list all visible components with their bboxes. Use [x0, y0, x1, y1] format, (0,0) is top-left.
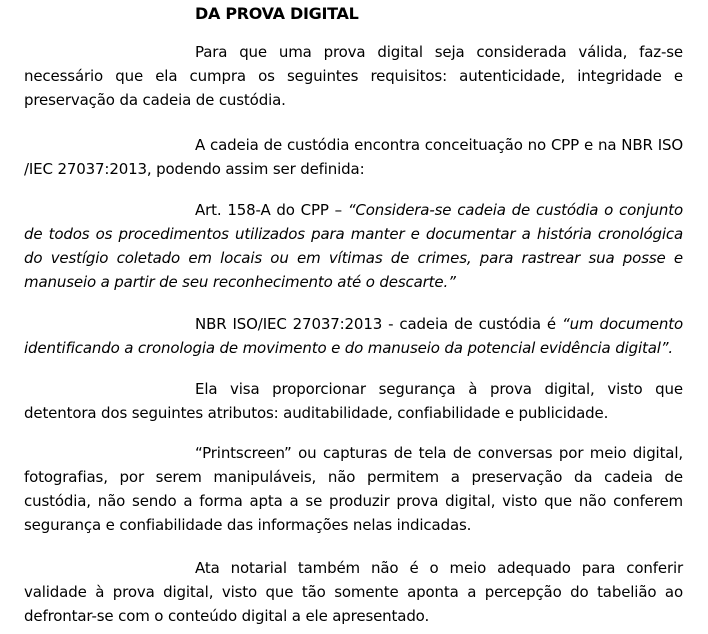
nbr-iso-reference: NBR ISO/IEC 27037:2013 - cadeia de custódia é — [195, 315, 563, 333]
art-158a-reference: Art. 158-A do CPP – — [195, 201, 348, 219]
paragraph-atributos: Ela visa proporcionar segurança à prova digital, visto que detentora dos seguintes atributos: auditabilidade, confiabilidade e publicidade. — [24, 380, 683, 422]
paragraph-cadeia-custodia: A cadeia de custódia encontra conceituação no CPP e na NBR ISO /IEC 27037:2013, podendo assim ser definida: — [24, 136, 683, 178]
paragraph-art-158a — [24, 198, 683, 294]
section-heading: DA PROVA DIGITAL — [195, 4, 359, 23]
paragraph-requisitos: Para que uma prova digital seja considerada válida, faz-se necessário que ela cumpra os seguintes requisitos: autenticidade, integridade e preservação da cadeia de custódia. — [24, 43, 683, 109]
nbr-iso-quote: “um documento identificando a cronologia de movimento e do manuseio da potencial evidência digital”. — [24, 315, 683, 357]
paragraph-nbr-iso — [24, 312, 683, 360]
paragraph-ata-notarial: Ata notarial também não é o meio adequado para conferir validade à prova digital, visto que tão somente aponta a percepção do tabelião ao defrontar-se com o conteúdo digital a ele apresentado. — [24, 559, 683, 625]
paragraph-printscreen: “Printscreen” ou capturas de tela de conversas por meio digital, fotografias, por serem manipuláveis, não permitem a preservação da cadeia de custódia, não sendo a forma apta a se produzir prova digital, visto que não conferem segurança e confiabilidade das informações nelas indicadas. — [24, 444, 683, 534]
art-158a-quote: “Considera-se cadeia de custódia o conjunto de todos os procedimentos utilizados para manter e documentar a história cronológica do vestígio coletado em locais ou em vítimas de crimes, para rastrear sua posse e manuseio a partir de seu reconhecimento até o descarte.” — [24, 201, 683, 291]
